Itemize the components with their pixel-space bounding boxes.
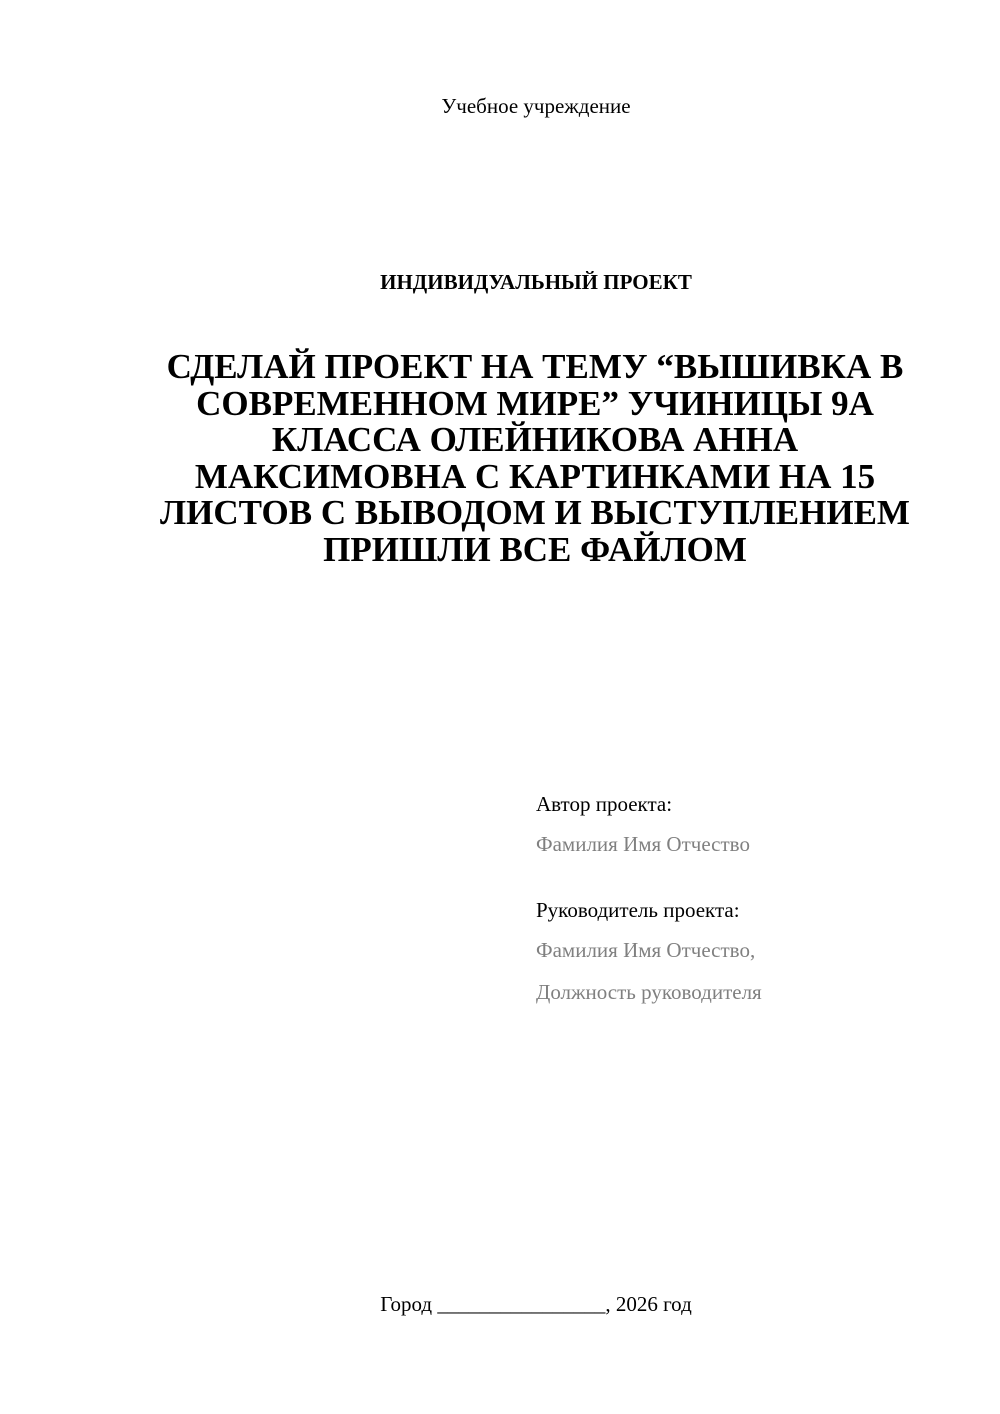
project-title: СДЕЛАЙ ПРОЕКТ НА ТЕМУ “ВЫШИВКА В СОВРЕМЕННОМ МИРЕ” УЧИНИЦЫ 9А КЛАССА ОЛЕЙНИКОВА АННА МАКСИМОВНА С КАРТИНКАМИ НА 15 ЛИСТОВ С ВЫВОДОМ И ВЫСТУПЛЕНИЕМ ПРИШЛИ ВСЕ ФАЙЛОМ <box>160 347 910 569</box>
author-block <box>536 790 976 858</box>
author-name: Фамилия Имя Отчество <box>536 832 750 856</box>
supervisor-position: Должность руководителя <box>536 980 762 1004</box>
supervisor-block <box>536 896 976 1006</box>
institution-name: Учебное учреждение <box>441 94 631 118</box>
supervisor-name: Фамилия Имя Отчество, <box>536 938 756 962</box>
city-year-footer: Город ________________, 2026 год <box>380 1292 692 1316</box>
project-type-heading: ИНДИВИДУАЛЬНЫЙ ПРОЕКТ <box>380 270 692 294</box>
supervisor-label: Руководитель проекта: <box>536 898 740 922</box>
author-label: Автор проекта: <box>536 792 673 816</box>
